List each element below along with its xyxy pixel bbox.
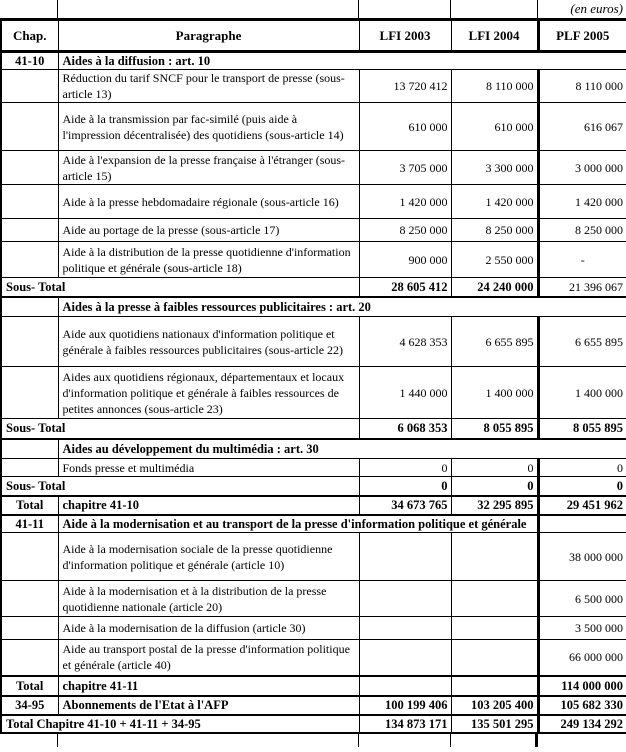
- table-body: [1, 52, 626, 733]
- value-cell: [451, 676, 538, 696]
- chap-cell: [1, 459, 58, 477]
- value-cell: 134 873 171: [359, 715, 451, 733]
- value-cell: 6 500 000: [538, 581, 626, 617]
- value-cell: 105 682 330: [538, 696, 626, 715]
- column-header-paragraphe: Paragraphe: [58, 20, 359, 52]
- subtotal-label-cell: Sous- Total: [1, 419, 359, 439]
- column-header-chap: Chap.: [1, 20, 58, 52]
- column-header-lfi-2003: LFI 2003: [359, 20, 451, 52]
- section-label-cell: Aides au développement du multimédia : art. 30: [58, 439, 626, 459]
- item-row: [1, 103, 626, 151]
- value-cell: 29 451 962: [538, 496, 626, 515]
- item-row: [1, 219, 626, 242]
- value-cell: 0: [451, 477, 538, 496]
- paragraph-cell: Aide au transport postal de la presse d'information politique et générale (article 40): [58, 640, 359, 676]
- subtotal-row: [1, 477, 626, 496]
- value-cell: 0: [538, 459, 626, 477]
- total-label-cell: chapitre 41-11: [58, 676, 359, 696]
- value-cell: 0: [359, 477, 451, 496]
- value-cell: [359, 640, 451, 676]
- chap-cell: [1, 103, 58, 151]
- value-cell: 28 605 412: [359, 278, 451, 297]
- value-cell: 8 250 000: [359, 219, 451, 242]
- value-cell: 610 000: [451, 103, 538, 151]
- grandtotal-label-cell: Total Chapitre 41-10 + 41-11 + 34-95: [1, 715, 359, 733]
- value-cell: 610 000: [359, 103, 451, 151]
- chap-cell: [1, 367, 58, 419]
- chap-cell: [1, 70, 58, 103]
- value-cell: 1 400 000: [451, 367, 538, 419]
- column-header-lfi-2004: LFI 2004: [451, 20, 538, 52]
- grid-line: [537, 0, 538, 18]
- value-cell: 1 440 000: [359, 367, 451, 419]
- value-cell: 8 055 895: [451, 419, 538, 439]
- item-row: [1, 459, 626, 477]
- value-cell: 0: [538, 477, 626, 496]
- item-row: [1, 617, 626, 640]
- chap-cell: [1, 242, 58, 278]
- column-header-plf-2005: PLF 2005: [538, 20, 626, 52]
- value-cell: 114 000 000: [538, 676, 626, 696]
- total-row: [1, 496, 626, 515]
- section-row: [1, 439, 626, 459]
- value-cell: [359, 581, 451, 617]
- item-row: [1, 185, 626, 219]
- value-cell: 6 655 895: [538, 317, 626, 367]
- subtotal-label-cell: Sous- Total: [1, 477, 359, 496]
- value-cell: 6 068 353: [359, 419, 451, 439]
- total-label-cell: Abonnements de l'Etat à l'AFP: [58, 696, 359, 715]
- paragraph-cell: Fonds presse et multimédia: [58, 459, 359, 477]
- item-row: [1, 581, 626, 617]
- value-cell: 32 295 895: [451, 496, 538, 515]
- value-cell: [359, 533, 451, 581]
- value-cell: 1 420 000: [538, 185, 626, 219]
- section-row: [1, 297, 626, 317]
- subtotal-row: [1, 278, 626, 297]
- grid-line: [358, 0, 359, 18]
- value-cell: [359, 617, 451, 640]
- paragraph-cell: Aide à la modernisation de la diffusion (article 30): [58, 617, 359, 640]
- paragraph-cell: Aide à la distribution de la presse quotidienne d'information politique et générale (sous-article 18): [58, 242, 359, 278]
- value-cell: 8 055 895: [538, 419, 626, 439]
- chap-cell: 41-10: [1, 52, 58, 70]
- value-cell: 8 250 000: [538, 219, 626, 242]
- value-cell: 249 134 292: [538, 715, 626, 733]
- value-cell: 21 396 067: [538, 278, 626, 297]
- item-row: [1, 640, 626, 676]
- value-cell: 8 110 000: [451, 70, 538, 103]
- paragraph-cell: Aides aux quotidiens régionaux, départementaux et locaux d'information politique et générale à faibles ressources de petites annonces (sous-article 23): [58, 367, 359, 419]
- value-cell: 2 550 000: [451, 242, 538, 278]
- value-cell: 3 500 000: [538, 617, 626, 640]
- value-cell: 900 000: [359, 242, 451, 278]
- value-cell: 8 250 000: [451, 219, 538, 242]
- value-cell: 3 705 000: [359, 151, 451, 185]
- value-cell: 1 400 000: [538, 367, 626, 419]
- grid-line: [450, 734, 451, 747]
- grid-line: [450, 0, 451, 18]
- chap-cell: [1, 640, 58, 676]
- grid-line: [535, 734, 538, 747]
- grid-line: [57, 0, 58, 18]
- grid-line: [358, 734, 359, 747]
- unit-note-row: [0, 0, 626, 18]
- chap-cell: [1, 617, 58, 640]
- value-cell: 34 673 765: [359, 496, 451, 515]
- value-cell: 6 655 895: [451, 317, 538, 367]
- chap-cell: [1, 219, 58, 242]
- value-cell: [451, 617, 538, 640]
- subtotal-label-cell: Sous- Total: [1, 278, 359, 297]
- total-label-cell: chapitre 41-10: [58, 496, 359, 515]
- grid-line: [57, 734, 58, 747]
- chap-cell: Total: [1, 496, 58, 515]
- value-cell: 66 000 000: [538, 640, 626, 676]
- value-cell: 103 205 400: [451, 696, 538, 715]
- section-label-cell: Aides à la presse à faibles ressources publicitaires : art. 20: [58, 297, 626, 317]
- value-cell: 0: [359, 459, 451, 477]
- value-cell: 8 110 000: [538, 70, 626, 103]
- value-cell: 13 720 412: [359, 70, 451, 103]
- paragraph-cell: Aide à la modernisation et à la distribution de la presse quotidienne nationale (article 20): [58, 581, 359, 617]
- value-cell: 3 300 000: [451, 151, 538, 185]
- chap-cell: [1, 439, 58, 459]
- value-cell: 135 501 295: [451, 715, 538, 733]
- value-cell: [538, 515, 626, 533]
- value-cell: 1 420 000: [359, 185, 451, 219]
- chap-cell: [1, 185, 58, 219]
- paragraph-cell: Réduction du tarif SNCF pour le transport de presse (sous-article 13): [58, 70, 359, 103]
- chap-cell: [1, 581, 58, 617]
- unit-note: (en euros): [570, 1, 623, 16]
- bottom-grid-stub: [0, 734, 626, 747]
- value-cell: 0: [451, 459, 538, 477]
- value-cell: [451, 581, 538, 617]
- value-cell: [451, 533, 538, 581]
- item-row: [1, 317, 626, 367]
- section-row: [1, 52, 626, 70]
- paragraph-cell: Aide au portage de la presse (sous-article 17): [58, 219, 359, 242]
- item-row: [1, 242, 626, 278]
- budget-table: [0, 18, 626, 734]
- value-cell: 1 420 000: [451, 185, 538, 219]
- value-cell: 616 067: [538, 103, 626, 151]
- chap-cell: 34-95: [1, 696, 58, 715]
- total-row: [1, 696, 626, 715]
- value-cell: 24 240 000: [451, 278, 538, 297]
- value-cell: [451, 640, 538, 676]
- value-cell: 3 000 000: [538, 151, 626, 185]
- section-label-cell: Aide à la modernisation et au transport de la presse d'information politique et générale: [58, 515, 538, 533]
- paragraph-cell: Aide à la presse hebdomadaire régionale (sous-article 16): [58, 185, 359, 219]
- item-row: [1, 367, 626, 419]
- item-row: [1, 70, 626, 103]
- section3-row: [1, 515, 626, 533]
- chap-cell: [1, 317, 58, 367]
- value-cell: 4 628 353: [359, 317, 451, 367]
- chap-cell: [1, 533, 58, 581]
- chap-cell: [1, 151, 58, 185]
- item-row: [1, 151, 626, 185]
- header-row: [1, 20, 626, 52]
- item-row: [1, 533, 626, 581]
- section-label-cell: Aides à la diffusion : art. 10: [58, 52, 626, 70]
- paragraph-cell: Aide à l'expansion de la presse française à l'étranger (sous-article 15): [58, 151, 359, 185]
- value-cell: 100 199 406: [359, 696, 451, 715]
- chap-cell: [1, 297, 58, 317]
- subtotal-row: [1, 419, 626, 439]
- value-cell: [359, 676, 451, 696]
- paragraph-cell: Aide aux quotidiens nationaux d'information politique et générale à faibles ressources publicitaires (sous-article 22): [58, 317, 359, 367]
- paragraph-cell: Aide à la modernisation sociale de la presse quotidienne d'information politique et générale (article 10): [58, 533, 359, 581]
- chap-cell: 41-11: [1, 515, 58, 533]
- chap-cell: Total: [1, 676, 58, 696]
- value-cell: -: [538, 242, 626, 278]
- paragraph-cell: Aide à la transmission par fac-similé (puis aide à l'impression décentralisée) des quotidiens (sous-article 14): [58, 103, 359, 151]
- total-row: [1, 676, 626, 696]
- grandtotal-row: [1, 715, 626, 733]
- value-cell: 38 000 000: [538, 533, 626, 581]
